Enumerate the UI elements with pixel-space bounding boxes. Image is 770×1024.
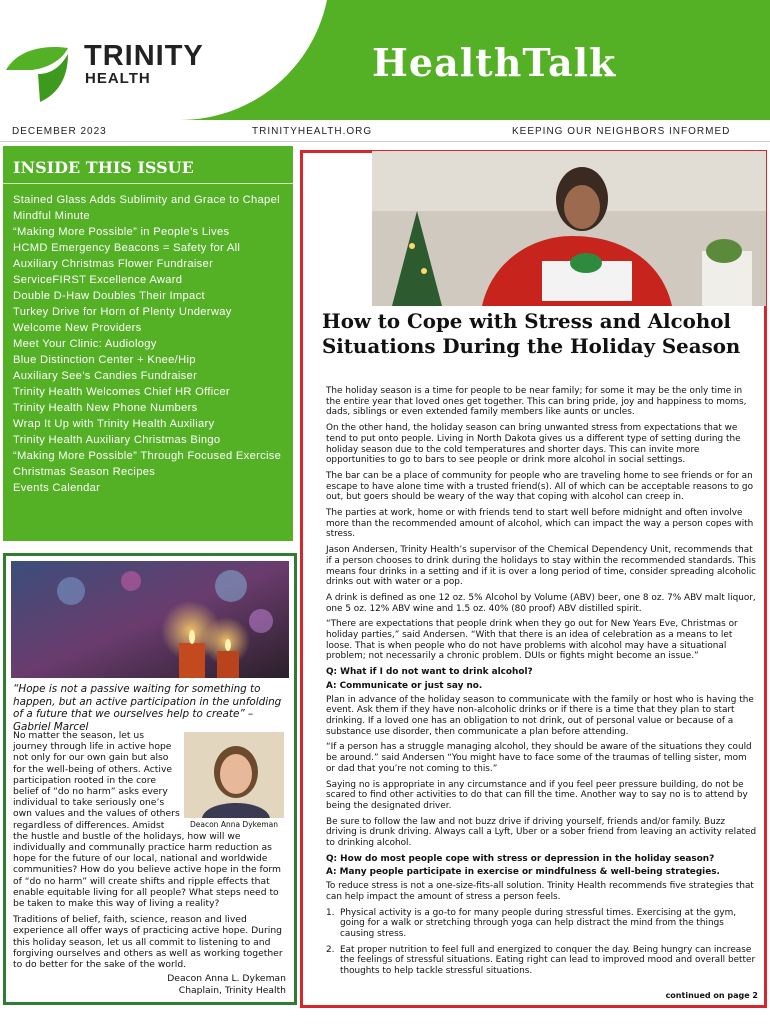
- reflection-paragraph: Traditions of belief, faith, science, reason and lived experience all offer ways of practicing active hope. During this holiday season, let us all commit to listening to and forgiving ourselves and others as well as working together to do better for the sake of the world.: [13, 914, 283, 971]
- toc-item[interactable]: Auxiliary See’s Candies Fundraiser: [13, 370, 198, 382]
- article-paragraph: Plan in advance of the holiday season to communicate with the family or host who is having the event. Ask them if they have non-alcoholic drinks or if there is a time that they plan to start drinking. If a loved one has an obligation to not drink, out of personal value or because of a substance use disorder, then communicate a plan before attending.: [326, 694, 754, 737]
- strategy-item: [326, 908, 758, 940]
- photo-caption: Deacon Anna Dykeman: [189, 820, 278, 829]
- strategy-number: 2.: [326, 944, 335, 955]
- toc-item[interactable]: Trinity Health Welcomes Chief HR Officer: [13, 386, 230, 398]
- photo-spacer: [180, 730, 288, 822]
- toc-item[interactable]: Turkey Drive for Horn of Plenty Underway: [13, 306, 232, 318]
- article-body: [326, 386, 758, 982]
- article-paragraph: The parties at work, home or with friends tend to start well before midnight and often involve more than the recommended amount of alcohol, which can impact the way a person copes with stress.: [326, 508, 754, 540]
- reflection-paragraph: No matter the season, let us journey through life in active hope not only for our own gain but also for the well-being of others. Active participation rooted in the core belief of “do no harm” asks every individual to take seriously one’s own values and the values of others regardless of differences. Amidst the hustle and bustle of the holidays, how will we individually and communally practice harm reduction as hope for the future of our local, national and worldwide communities? How do you believe active hope in the form of “do no harm” will create shifts and ripple effects that enable equitable living for all people? What steps need to be taken to make this way of living a reality?: [13, 730, 288, 909]
- strategy-text: Eat proper nutrition to feel full and energized to conquer the day. Being hungry can increase the feelings of stressful situations. Eating right can lead to improved mood and overall better thoughts to help tackle stressful situations.: [340, 944, 756, 977]
- inside-title: INSIDE THIS ISSUE: [13, 158, 194, 177]
- article-paragraph: On the other hand, the holiday season can bring unwanted stress from expectations that we tend to put onto people. Living in North Dakota gives us a different type of setting during the holiday season due to the cold temperatures and shorter days. This can invite more opportunities to go to bars to see people or drink more alcohol in social settings.: [326, 423, 741, 466]
- answer-heading: A: Communicate or just say no.: [326, 680, 483, 691]
- strategy-text: Physical activity is a go-to for many people during stressful times. Exercising at the gym, going for a walk or stretching through yoga can help distract the mind from the things causing stress.: [340, 907, 737, 939]
- article-paragraph: The holiday season is a time for people to be near family; for some it may be the only time in the entire year that loved ones get together. This can bring pride, joy and happiness to moms, dads, siblings or even extended family members like aunts or uncles.: [326, 386, 747, 418]
- question-heading: Q: How do most people cope with stress or depression in the holiday season?: [326, 853, 715, 864]
- logo-wordmark-health: HEALTH: [85, 70, 151, 87]
- toc-item[interactable]: ServiceFIRST Excellence Award: [13, 274, 183, 286]
- paragraph-group: [326, 386, 758, 662]
- toc-item[interactable]: Trinity Health Auxiliary Christmas Bingo: [13, 434, 221, 446]
- toc-item[interactable]: Wrap It Up with Trinity Health Auxiliary: [13, 418, 215, 430]
- toc-item[interactable]: Mindful Minute: [13, 210, 90, 222]
- signature-block: [167, 973, 286, 997]
- toc-item[interactable]: Trinity Health New Phone Numbers: [13, 402, 198, 414]
- website-link[interactable]: TRINITYHEALTH.ORG: [252, 126, 373, 137]
- stressed-woman-photo: [372, 151, 766, 306]
- toc-item[interactable]: Welcome New Providers: [13, 322, 142, 334]
- article-paragraph: The bar can be a place of community for people who are traveling home to see friends or for an escape to have alone time with a trusted friend(s). All of which can be acceptable reasons to go out, but goers should be weary of the way that coping with alcohol can creep in.: [326, 470, 754, 503]
- signature-name: Deacon Anna L. Dykeman: [167, 973, 286, 984]
- signature-title: Chaplain, Trinity Health: [178, 985, 286, 996]
- toc-item[interactable]: HCMD Emergency Beacons = Safety for All: [13, 242, 241, 254]
- toc-item[interactable]: Meet Your Clinic: Audiology: [13, 338, 157, 350]
- masthead-banner: [0, 0, 770, 120]
- reflection-body: [13, 730, 288, 975]
- toc-item[interactable]: Events Calendar: [13, 482, 101, 494]
- paragraph-group: [326, 695, 758, 849]
- toc-item[interactable]: Stained Glass Adds Sublimity and Grace to Chapel: [13, 194, 280, 206]
- article-paragraph: Saying no is appropriate in any circumstance and if you feel peer pressure building, do not be scared to find other activities to do that can fill the time. Another way to say no is to attend by being the designated driver.: [326, 779, 748, 811]
- chaplain-reflection-box: [3, 553, 297, 1005]
- article-paragraph: Jason Andersen, Trinity Health’s supervisor of the Chemical Dependency Unit, recommends that if a person chooses to drink during the holidays to stay within the recommended standards. This means four drinks in a setting and if it is over a long period of time, consider spreading alcoholic drinks out with water or a pop.: [326, 545, 757, 588]
- article-paragraph: To reduce stress is not a one-size-fits-all solution. Trinity Health recommends five strategies that can help impact the amount of stress a person feels.: [326, 881, 754, 902]
- toc-item[interactable]: Auxiliary Christmas Flower Fundraiser: [13, 258, 214, 270]
- issue-info-strip: [0, 120, 770, 142]
- toc-list: [13, 194, 283, 495]
- strategy-list: [326, 908, 758, 977]
- article-paragraph: “There are expectations that people drink when they go out for New Years Eve, Christmas or holiday parties,” said Andersen. “With that there is an idea of celebration as a means to let loose. That is when people who do not have problems with alcohol may have a situational problem; not necessarily a chronic problem. DUIs or fights might become an issue.”: [326, 619, 738, 662]
- article-paragraph: “If a person has a struggle managing alcohol, they should be aware of the situations they could be around.” said Andersen “You might have to face some of the traumas of telling sister, mom or dad that you’re not coming to this.”: [326, 742, 752, 774]
- divider: [3, 183, 293, 184]
- reflection-quote: “Hope is not a passive waiting for something to happen, but an active participation in the unfolding of a future that we ourselves help to create” – Gabriel Marcel: [13, 683, 282, 733]
- newsletter-title: HealthTalk: [372, 40, 617, 85]
- trinity-leaf-icon: [2, 34, 74, 106]
- issue-date: DECEMBER 2023: [12, 126, 107, 137]
- inside-this-issue-panel: [3, 146, 293, 541]
- toc-item[interactable]: Christmas Season Recipes: [13, 466, 156, 478]
- toc-item[interactable]: “Making More Possible” Through Focused Exercise: [13, 450, 282, 462]
- answer-heading: A: Many people participate in exercise or mindfulness & well-being strategies.: [326, 867, 720, 878]
- toc-item[interactable]: Blue Distinction Center + Knee/Hip: [13, 354, 196, 366]
- toc-item[interactable]: Double D-Haw Doubles Their Impact: [13, 290, 205, 302]
- tagline: KEEPING OUR NEIGHBORS INFORMED: [512, 126, 731, 137]
- toc-item[interactable]: “Making More Possible” in People’s Lives: [13, 226, 230, 238]
- strategy-item: [326, 945, 758, 977]
- question-heading: Q: What if I do not want to drink alcohol?: [326, 667, 533, 678]
- article-paragraph: A drink is defined as one 12 oz. 5% Alcohol by Volume (ABV) beer, one 8 oz. 7% ABV malt liquor, one 5 oz. 12% ABV wine and 1.5 oz. 40% (80 proof) ABV distilled spirit.: [326, 592, 756, 614]
- candles-photo: [11, 561, 289, 678]
- logo-wordmark-trinity: TRINITY: [84, 40, 204, 72]
- article-paragraph: Be sure to follow the law and not buzz drive if driving yourself, friends and/or family. Buzz driving is drunk driving. Always call a Lyft, Uber or a sober friend from leaving an activity related to drinking alcohol.: [326, 816, 757, 849]
- strategy-number: 1.: [326, 907, 335, 918]
- continued-link[interactable]: continued on page 2: [665, 991, 758, 1000]
- article-headline: How to Cope with Stress and Alcohol Situations During the Holiday Season: [322, 309, 741, 358]
